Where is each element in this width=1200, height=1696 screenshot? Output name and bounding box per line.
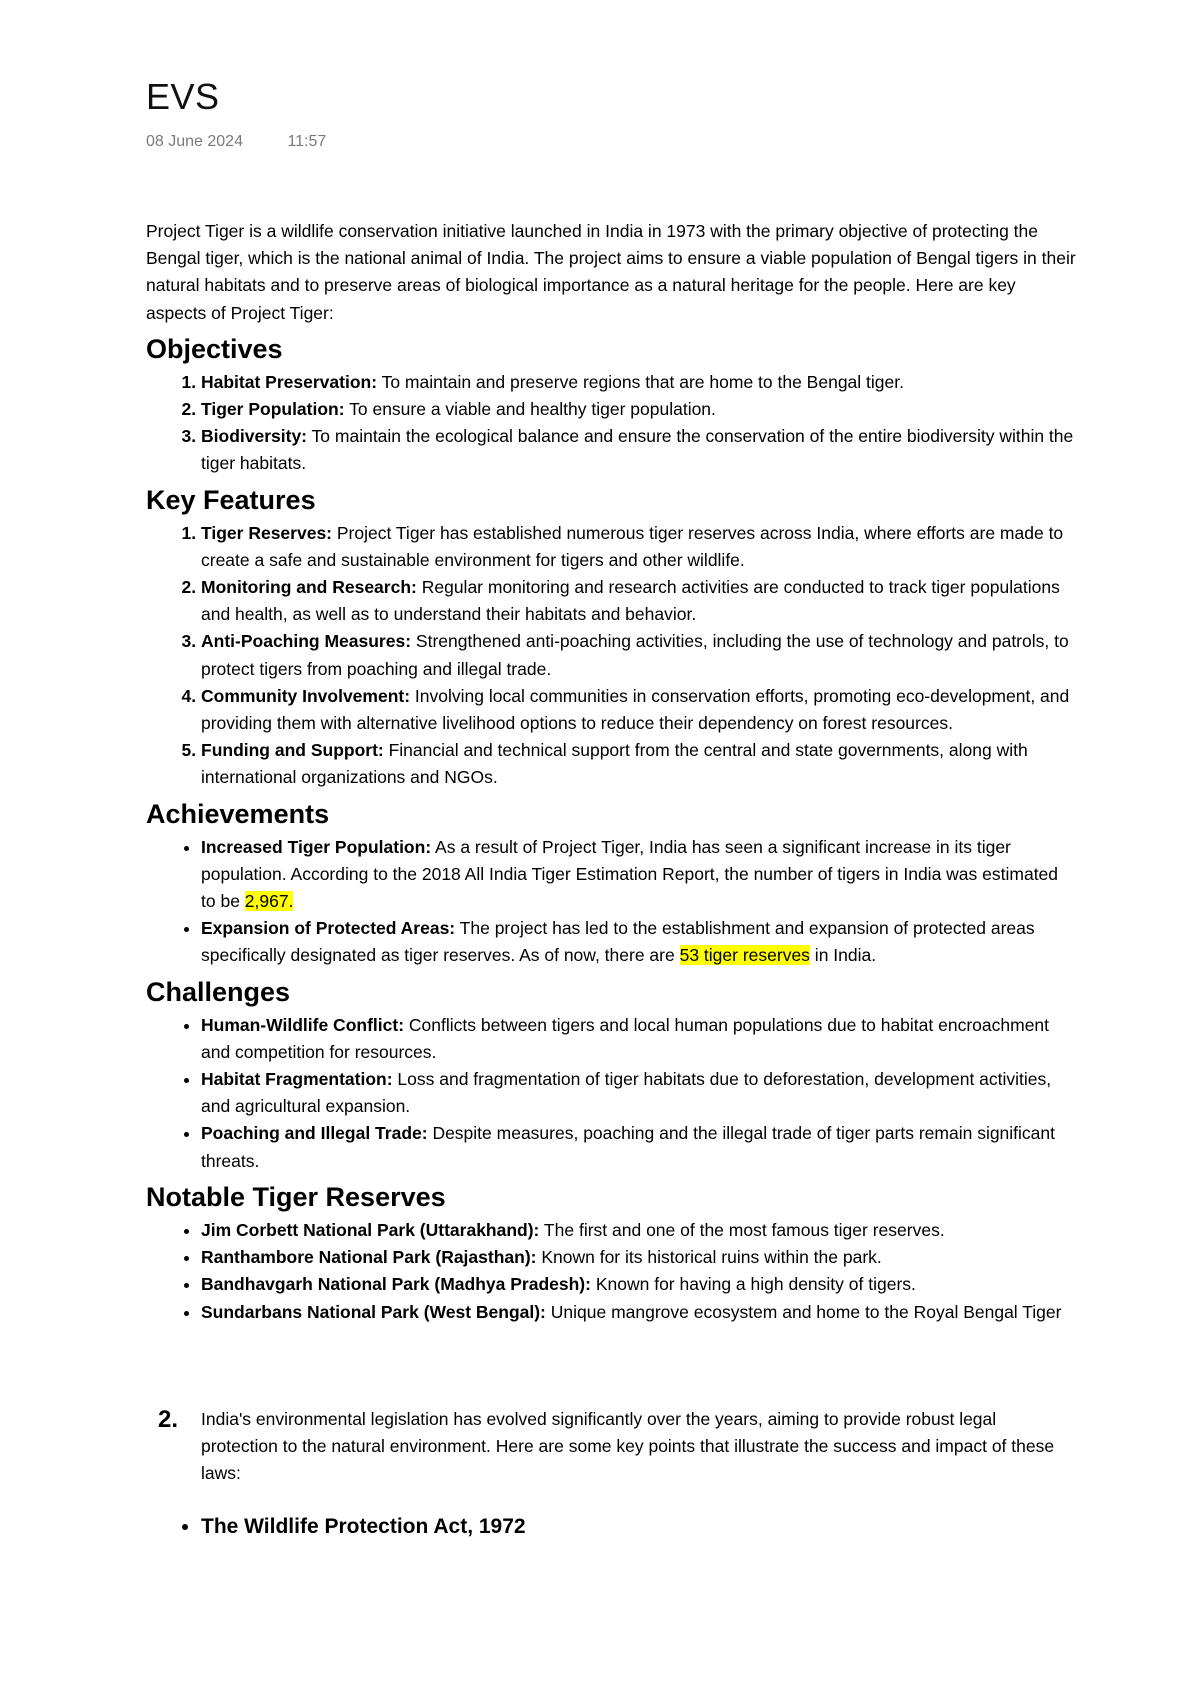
- item-term: Ranthambore National Park (Rajasthan):: [201, 1247, 537, 1268]
- list-item: [201, 369, 1076, 396]
- list-item: [201, 423, 1076, 477]
- item-term: Increased Tiger Population:: [201, 836, 432, 857]
- item-text: Strengthened anti-poaching activities, including the use of technology and patrols, to protect tigers from poaching and illegal trade.: [201, 631, 1069, 679]
- list-item: [201, 396, 1076, 423]
- item-term: Jim Corbett National Park (Uttarakhand):: [201, 1219, 540, 1240]
- list-item: [201, 574, 1076, 628]
- item-term: Sundarbans National Park (West Bengal):: [201, 1301, 546, 1322]
- page-title: EVS: [146, 76, 220, 117]
- section-number: 2.: [158, 1405, 179, 1433]
- section-2: [146, 1406, 1076, 1488]
- list-item: [201, 1066, 1076, 1120]
- reserves-list: [146, 1217, 1076, 1326]
- page-meta: [146, 133, 326, 151]
- challenges-heading: Challenges: [146, 976, 291, 1007]
- list-item: [201, 1120, 1076, 1174]
- item-text: Financial and technical support from the central and state governments, along with international organizations and NGOs.: [201, 740, 1028, 788]
- spacer: [146, 1487, 1076, 1513]
- objectives-heading: Objectives: [146, 333, 283, 364]
- highlighted-text: 2,967.: [244, 891, 294, 912]
- highlighted-text: 53 tiger reserves: [679, 945, 810, 966]
- item-text: Involving local communities in conservation efforts, promoting eco-development, and providing them with alternative livelihood options to reduce their dependency on forest resources.: [201, 685, 1070, 734]
- achievements-list: [146, 834, 1076, 970]
- intro-paragraph: Project Tiger is a wildlife conservation initiative launched in India in 1973 with the primary objective of protecting the Bengal tiger, which is the national animal of India. The project aims to ensure a viable population of Bengal tigers in their natural habitats and to preserve areas of biological importance as a natural heritage for the people. Here are key aspects of Project Tiger:: [146, 221, 1076, 323]
- note-body: [146, 218, 1076, 1541]
- list-item: [201, 1217, 1076, 1244]
- item-text: As a result of Project Tiger, India has seen a significant increase in its tiger population. According to the 2018 All India Tiger Estimation Report, the number of tigers in India was estimated to be: [201, 836, 1059, 912]
- item-text: To maintain the ecological balance and ensure the conservation of the entire biodiversity within the tiger habitats.: [201, 426, 1074, 474]
- item-text: To ensure a viable and healthy tiger population.: [344, 399, 716, 420]
- list-item: [201, 915, 1076, 969]
- item-text: Known for its historical ruins within the park.: [536, 1247, 882, 1268]
- item-term: Monitoring and Research:: [201, 577, 417, 598]
- list-item: [201, 737, 1076, 791]
- item-text: The project has led to the establishment and expansion of protected areas specifically designated as tiger reserves. As of now, there are: [201, 918, 1035, 966]
- list-item: [201, 520, 1076, 574]
- list-item: [201, 1271, 1076, 1298]
- item-text: To maintain and preserve regions that are home to the Bengal tiger.: [377, 371, 904, 392]
- page-date: 08 June 2024: [146, 133, 243, 150]
- list-item: [201, 1244, 1076, 1271]
- law-item: • The Wildlife Protection Act, 1972: [201, 1513, 1076, 1540]
- list-item: [201, 834, 1076, 916]
- features-heading: Key Features: [146, 484, 316, 515]
- challenges-list: [146, 1012, 1076, 1175]
- item-text: Conflicts between tigers and local human populations due to habitat encroachment and competition for resources.: [201, 1014, 1050, 1062]
- item-text: Project Tiger has established numerous tiger reserves across India, where efforts are made to create a safe and sustainable environment for tigers and other wildlife.: [201, 522, 1064, 570]
- laws-list: [146, 1513, 1076, 1540]
- item-term: Tiger Population:: [201, 399, 345, 420]
- item-text: Known for having a high density of tigers.: [590, 1274, 916, 1295]
- item-text: Despite measures, poaching and the illegal trade of tiger parts remain significant threats.: [201, 1123, 1056, 1171]
- item-term: Habitat Fragmentation:: [201, 1069, 393, 1090]
- spacer: [146, 1326, 1076, 1406]
- item-term: Funding and Support:: [201, 740, 384, 761]
- list-item: [201, 1299, 1076, 1326]
- item-text: Loss and fragmentation of tiger habitats due to deforestation, development activities, and agricultural expansion.: [201, 1069, 1052, 1117]
- page-time: 11:57: [287, 133, 327, 150]
- item-term: Anti-Poaching Measures:: [201, 631, 412, 652]
- objectives-list: [146, 369, 1076, 478]
- item-text: Regular monitoring and research activities are conducted to track tiger populations and health, as well as to understand their habitats and behavior.: [201, 577, 1060, 625]
- item-term: Tiger Reserves:: [201, 522, 333, 543]
- item-term: Community Involvement:: [201, 685, 411, 706]
- list-item: [201, 1012, 1076, 1066]
- item-term: Human-Wildlife Conflict:: [201, 1014, 405, 1035]
- item-term: Expansion of Protected Areas:: [201, 918, 456, 939]
- achievements-heading: Achievements: [146, 798, 330, 829]
- section-2-text: India's environmental legislation has evolved significantly over the years, aiming to provide robust legal protection to the natural environment. Here are some key points that illustrate the success and impact of these laws:: [201, 1408, 1055, 1484]
- item-text: The first and one of the most famous tiger reserves.: [539, 1219, 945, 1240]
- features-list: [146, 520, 1076, 792]
- item-text: Unique mangrove ecosystem and home to the Royal Bengal Tiger: [545, 1301, 1062, 1322]
- reserves-heading: Notable Tiger Reserves: [146, 1181, 446, 1212]
- item-term: Bandhavgarh National Park (Madhya Pradesh):: [201, 1274, 591, 1295]
- list-item: [201, 628, 1076, 682]
- list-item: [201, 683, 1076, 737]
- item-term: Habitat Preservation:: [201, 371, 378, 392]
- item-text-after: in India.: [809, 945, 877, 966]
- item-term: Biodiversity:: [201, 426, 307, 447]
- item-term: Poaching and Illegal Trade:: [201, 1123, 428, 1144]
